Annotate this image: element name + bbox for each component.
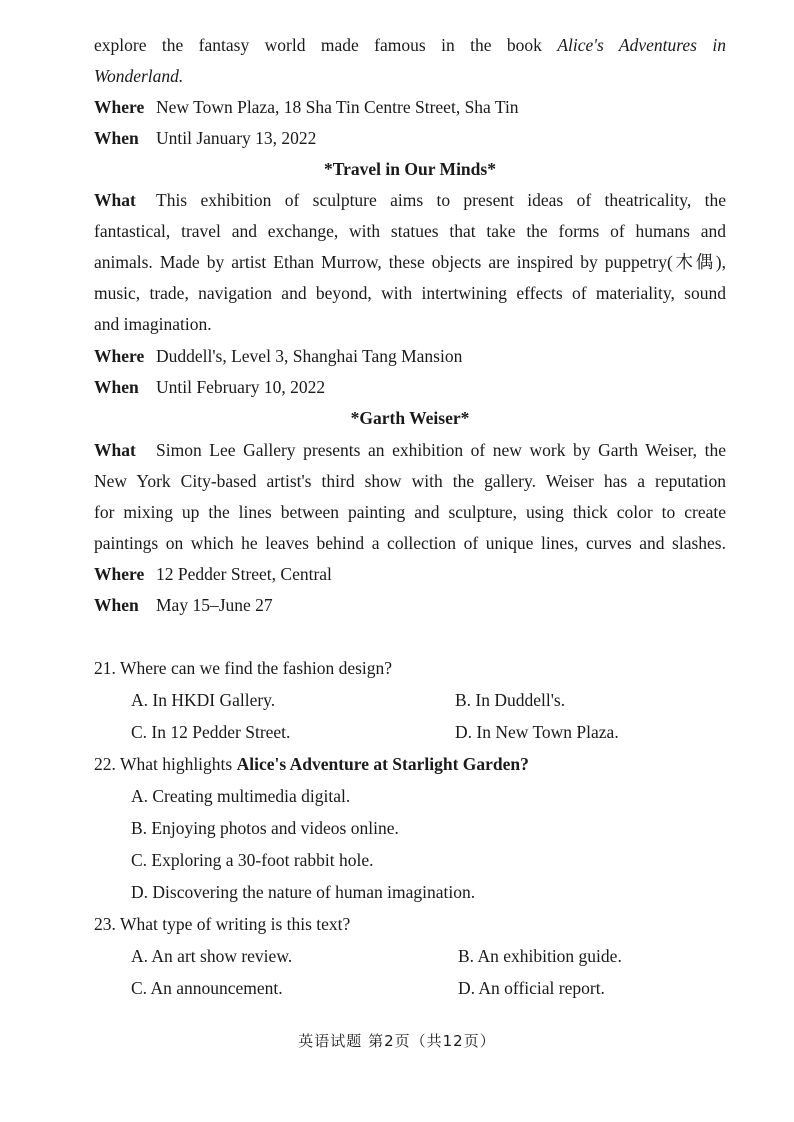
question-number: 21. xyxy=(94,658,116,678)
question-stem-post: ? xyxy=(520,754,529,774)
when-value: Until January 13, 2022 xyxy=(156,128,317,148)
q23-option-b[interactable]: B. An exhibition guide. xyxy=(458,946,622,966)
where-value: 12 Pedder Street, Central xyxy=(156,564,332,584)
where-label: Where xyxy=(94,346,145,366)
garth-heading: *Garth Weiser* xyxy=(350,408,470,428)
intro-where xyxy=(94,96,726,118)
travel-what-line-2: fantastical, travel and exchange, with statues that take the forms of humans and xyxy=(94,221,726,241)
question-stem-bold: Alice's Adventure at Starlight Garden xyxy=(236,754,521,774)
q23-option-c[interactable]: C. An announcement. xyxy=(131,978,283,998)
garth-where xyxy=(94,563,726,585)
book-title-cont: Wonderland. xyxy=(94,66,184,86)
book-title: Alice's Adventures in xyxy=(557,35,727,55)
when-value: Until February 10, 2022 xyxy=(156,377,326,397)
q22-option-a[interactable]: A. Creating multimedia digital. xyxy=(131,786,351,806)
q21-option-c[interactable]: C. In 12 Pedder Street. xyxy=(131,722,291,742)
travel-when xyxy=(94,376,726,398)
question-21 xyxy=(94,657,392,679)
where-label: Where xyxy=(94,97,145,117)
travel-where xyxy=(94,345,726,367)
q23-option-d[interactable]: D. An official report. xyxy=(458,978,605,998)
travel-what-line-1 xyxy=(94,189,726,211)
q22-option-d[interactable]: D. Discovering the nature of human imagination. xyxy=(131,882,476,902)
q21-option-b[interactable]: B. In Duddell's. xyxy=(455,690,566,710)
where-value: New Town Plaza, 18 Sha Tin Centre Street, Sha Tin xyxy=(156,97,519,117)
intro-line-2 xyxy=(94,65,726,87)
where-value: Duddell's, Level 3, Shanghai Tang Mansion xyxy=(156,346,463,366)
travel-what-line-3: animals. Made by artist Ethan Murrow, these objects are inspired by puppetry(木偶), xyxy=(94,252,726,272)
when-value: May 15–June 27 xyxy=(156,595,273,615)
intro-when xyxy=(94,127,726,149)
question-stem-pre: What highlights xyxy=(119,754,233,774)
garth-what-line-2: New York City-based artist's third show with the gallery. Weiser has a reputation xyxy=(94,471,726,491)
q23-option-a[interactable]: A. An art show review. xyxy=(131,946,293,966)
question-23 xyxy=(94,913,350,935)
garth-what-text: Simon Lee Gallery presents an exhibition of new work by Garth Weiser, the xyxy=(156,440,726,460)
travel-what-text: This exhibition of sculpture aims to present ideas of theatricality, the xyxy=(156,190,726,210)
travel-heading: *Travel in Our Minds* xyxy=(324,159,496,179)
q21-option-a[interactable]: A. In HKDI Gallery. xyxy=(131,690,276,710)
when-label: When xyxy=(94,128,139,148)
intro-text: explore the fantasy world made famous in the book xyxy=(94,35,542,55)
what-label: What xyxy=(94,440,136,460)
page-footer: 英语试题 第2页（共12页） xyxy=(298,1032,496,1050)
garth-what-line-1 xyxy=(94,439,726,461)
question-number: 23. xyxy=(94,914,116,934)
question-stem: Where can we find the fashion design? xyxy=(119,658,393,678)
travel-what-line-4: music, trade, navigation and beyond, with intertwining effects of materiality, sound xyxy=(94,283,726,303)
garth-what-line-3: for mixing up the lines between painting and sculpture, using thick color to create xyxy=(94,502,726,522)
question-22 xyxy=(94,753,529,775)
garth-when xyxy=(94,594,726,616)
where-label: Where xyxy=(94,564,145,584)
q22-option-b[interactable]: B. Enjoying photos and videos online. xyxy=(131,818,399,838)
travel-what-line-5: and imagination. xyxy=(94,314,212,334)
q21-option-d[interactable]: D. In New Town Plaza. xyxy=(455,722,619,742)
q22-option-c[interactable]: C. Exploring a 30-foot rabbit hole. xyxy=(131,850,374,870)
question-stem: What type of writing is this text? xyxy=(119,914,351,934)
when-label: When xyxy=(94,595,139,615)
question-number: 22. xyxy=(94,754,116,774)
intro-line-1 xyxy=(94,34,726,56)
garth-what-line-4: paintings on which he leaves behind a collection of unique lines, curves and slashes. xyxy=(94,533,726,553)
what-label: What xyxy=(94,190,136,210)
when-label: When xyxy=(94,377,139,397)
